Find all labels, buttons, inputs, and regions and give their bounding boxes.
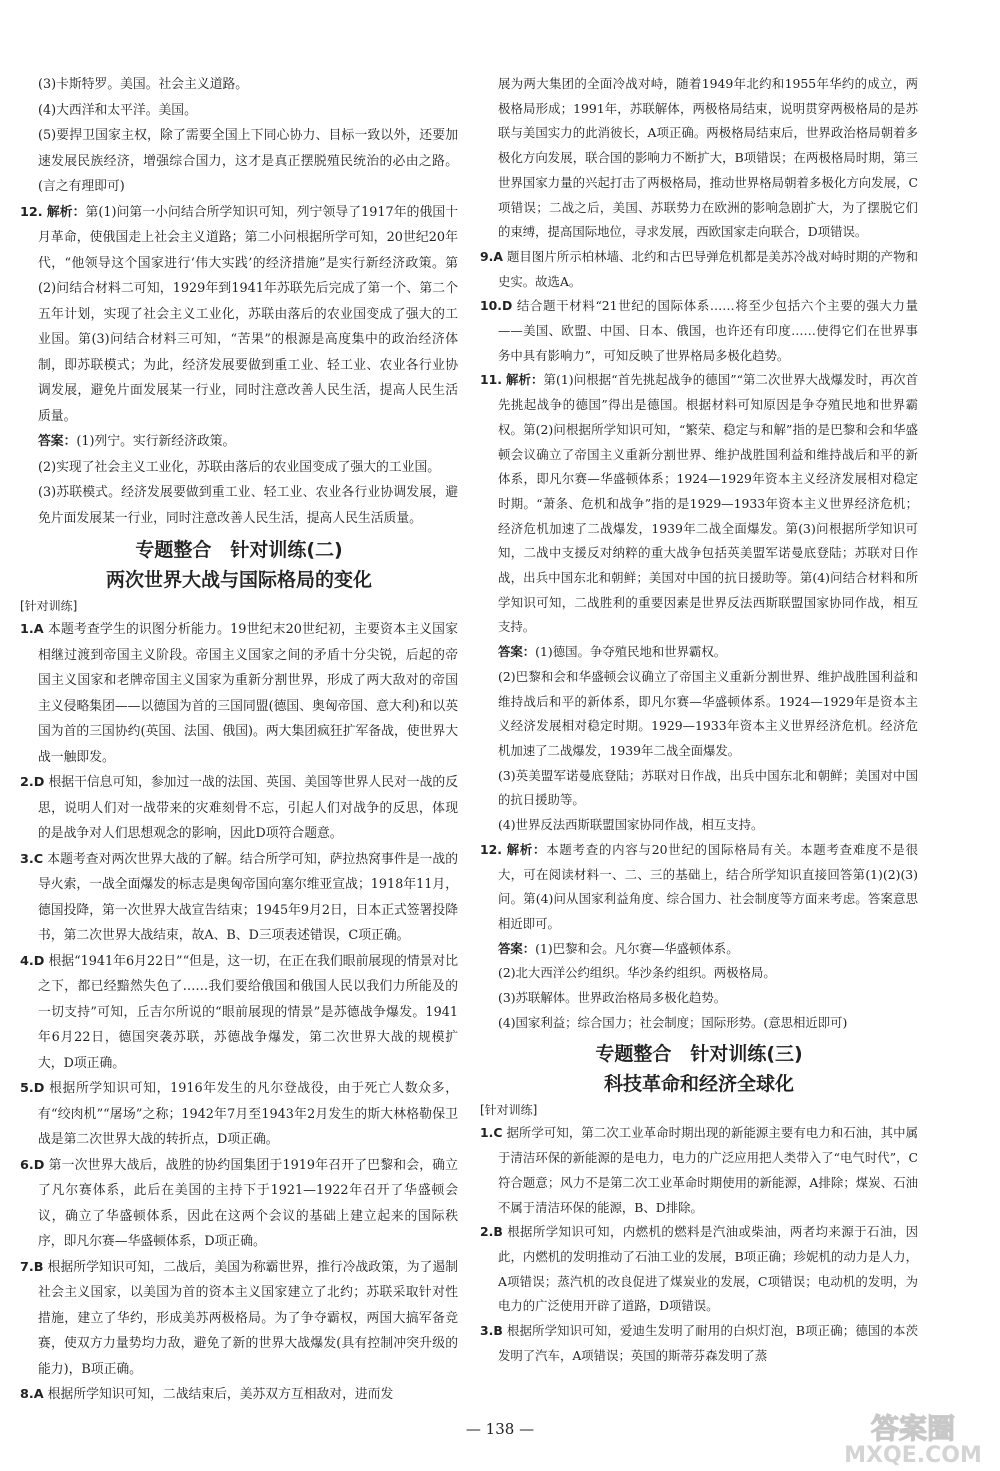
answer-text: 题目图片所示柏林墙、北约和古巴导弹危机都是美苏冷战对峙时期的产物和史实。故选A。 — [498, 248, 918, 289]
answer-paragraph — [20, 770, 458, 847]
answer-text: (4)国家利益；综合国力；社会制度；国际形势。(意思相近即可) — [498, 1014, 848, 1030]
answer-text: (1)列宁。实行新经济政策。 — [76, 434, 236, 449]
answer-text: (3)苏联模式。经济发展要做到重工业、轻工业、农业各行业协调发展，避免片面发展某一行业，同时注意改善人民生活，提高人民生活质量。 — [38, 485, 458, 526]
question-number: 8.A — [20, 1387, 44, 1402]
watermark-url: MXQE.COM — [844, 1443, 982, 1466]
question-number: 2.D — [20, 775, 45, 790]
section-2-answers — [20, 617, 458, 1408]
answer-paragraph — [20, 847, 458, 949]
answer-paragraph — [480, 368, 918, 640]
answer-text: (3)卡斯特罗。美国。社会主义道路。 — [38, 77, 249, 92]
answer-paragraph — [480, 937, 918, 962]
question-number: 5.D — [20, 1081, 45, 1096]
answer-text: 据所学可知，第二次工业革命时期出现的新能源主要有电力和石油，其中属于清洁环保的新能源的是电力，电力的广泛应用把人类带入了“电气时代”，C符合题意；风力不是第二次工业革命时期使用的新能源，A排除；煤炭、石油不属于清洁环保的能源，B、D排除。 — [498, 1125, 918, 1215]
left-column — [20, 72, 458, 1408]
answer-paragraph — [20, 123, 458, 200]
answer-paragraph — [480, 72, 918, 245]
answer-text: 本题考查的内容与20世纪的国际格局有关。本题考查难度不是很大，可在阅读材料一、二、三的基础上，结合所学知识直接回答第(1)(2)(3)问。第(4)问从国家利益角度、综合国力、社会制度等方面来考虑。答案意思相近即可。 — [498, 841, 918, 931]
answer-paragraph — [480, 640, 918, 665]
answer-paragraph — [20, 1255, 458, 1383]
answer-text: 第(1)问第一小问结合所学知识可知，列宁领导了1917年的俄国十月革命，使俄国走上社会主义道路；第二小问根据所学可知，20世纪20年代，“他领导这个国家进行‘伟大实践’的经济措施”是实行新经济政策。第(2)问结合材料二可知，1929年到1941年苏联先后完成了第一个、第二个五年计划，实现了社会主义工业化，苏联由落后的农业国变成了强大的工业国。第(3)问结合材料三可知，“苦果”的根源是高度集中的政治经济体制，即苏联模式；为此，经济发展要做到重工业、轻工业、农业各行业协调发展，避免片面发展某一行业，同时注意改善人民生活，提高人民生活质量。 — [38, 204, 459, 424]
question-number: 9.A — [480, 248, 503, 264]
question-number: 1.A — [20, 622, 44, 637]
answer-paragraph — [480, 665, 918, 764]
right-answers-block — [480, 72, 918, 1035]
answer-text: 根据所学知识可知，1916年发生的凡尔登战役，由于死亡人数众多，有“绞肉机”“屠场”之称；1942年7月至1943年2月发生的斯大林格勒保卫战是第二次世界大战的转折点，D项正确。 — [38, 1081, 458, 1147]
label-keyword: 解析： — [506, 372, 544, 388]
answer-paragraph — [480, 1011, 918, 1036]
answer-paragraph — [20, 98, 458, 124]
watermark-text: 答案圈 — [870, 1412, 956, 1445]
answer-paragraph — [20, 949, 458, 1077]
question-number: 11. — [480, 372, 502, 388]
answer-text: (3)英美盟军诺曼底登陆；苏联对日作战，出兵中国东北和朝鲜；美国对中国的抗日援助等。 — [498, 767, 918, 808]
left-answers-block — [20, 72, 458, 531]
answer-paragraph — [480, 245, 918, 294]
answer-text: (1)德国。争夺殖民地和世界霸权。 — [535, 644, 727, 660]
section-2-title: 专题整合 针对训练(二) — [135, 539, 343, 561]
answer-text: 根据所学知识可知，二战后，美国为称霸世界，推行冷战政策，为了遏制社会主义国家，以美国为首的资本主义国家建立了北约；苏联采取针对性措施，建立了华约，形成美苏两极格局。为了争夺霸权，两国大搞军备竞赛，使双方力量势均力敌，避免了新的世界大战爆发(具有控制冲突升级的能力)，B项正确。 — [38, 1259, 459, 1377]
question-number: 7.B — [20, 1259, 44, 1275]
answer-paragraph — [480, 294, 918, 368]
answer-text: 根据“1941年6月22日”“但是，这一切，在正在我们眼前展现的情景对比之下，都已经黯然失色了……我们要给俄国和俄国人民以我们力所能及的一切支持”可知，丘吉尔所说的“眼前展现的情景”是苏德战争爆发。1941年6月22日，德国突袭苏联，苏德战争爆发，第二次世界大战的规模扩大，D项正确。 — [38, 953, 458, 1071]
question-number: 1.C — [480, 1125, 503, 1141]
section-2-header — [20, 535, 458, 617]
answer-text: (5)要捍卫国家主权，除了需要全国上下同心协力、目标一致以外，还要加速发展民族经济，增强综合国力，这才是真正摆脱殖民统治的必由之路。(言之有理即可) — [38, 128, 458, 194]
label-keyword: 答案： — [498, 940, 536, 956]
question-number: 3.C — [20, 851, 44, 867]
question-number: 12. — [20, 204, 43, 220]
answer-text: (4)世界反法西斯联盟国家协同作战，相互支持。 — [498, 817, 764, 833]
section-3-title: 专题整合 针对训练(三) — [595, 1043, 803, 1066]
answer-paragraph — [20, 72, 458, 98]
answer-paragraph — [20, 1382, 458, 1408]
section-3-header — [480, 1039, 918, 1121]
label-keyword: 答案： — [498, 644, 536, 660]
answer-paragraph — [480, 961, 918, 986]
answer-text: 根据干信息可知，参加过一战的法国、英国、美国等世界人民对一战的反思，说明人们对一战带来的灾难刻骨不忘，引起人们对战争的反思，体现的是战争对人们思想观念的影响，因此D项符合题意。 — [38, 775, 458, 841]
question-number: 10.D — [480, 298, 513, 314]
section-3-subtitle: 科技革命和经济全球化 — [603, 1073, 794, 1096]
answer-paragraph — [20, 455, 458, 481]
answer-paragraph — [20, 429, 458, 455]
answer-paragraph — [480, 838, 918, 937]
answer-paragraph — [20, 1153, 458, 1255]
page-number: — 138 — — [465, 1420, 535, 1438]
section-3-answers — [480, 1121, 918, 1368]
answer-text: 根据所学知识可知，爱迪生发明了耐用的白炽灯泡，B项正确；德国的本茨发明了汽车，A项错误；英国的斯蒂芬森发明了蒸 — [498, 1323, 918, 1363]
answer-text: 本题考查学生的识图分析能力。19世纪末20世纪初，主要资本主义国家相继过渡到帝国主义阶段。帝国主义国家之间的矛盾十分尖锐，后起的帝国主义国家和老牌帝国主义国家为重新分割世界，形成了两大敌对的帝国主义侵略集团——以德国为首的三国同盟(德国、奥匈帝国、意大利)和以英国为首的三国协约(英国、法国、俄国)。两大集团疯狂扩军备战，使世界大战一触即发。 — [38, 622, 458, 765]
answer-paragraph — [20, 617, 458, 770]
question-number: 4.D — [20, 953, 45, 969]
answer-text: (3)苏联解体。世界政治格局多极化趋势。 — [498, 990, 727, 1006]
question-number: 12. — [480, 841, 502, 857]
question-number: 2.B — [480, 1224, 503, 1240]
answer-text: 结合题干材料“21世纪的国际体系……将至少包括六个主要的强大力量——美国、欧盟、中国、日本、俄国，也许还有印度……使得它们在世界事务中具有影响力”，可知反映了世界格局多极化趋势。 — [498, 298, 918, 363]
answer-paragraph — [20, 200, 458, 430]
answer-text: 第一次世界大战后，战胜的协约国集团于1919年召开了巴黎和会，确立了凡尔赛体系，此后在美国的主持下于1921—1922年召开了华盛顿会议，确立了华盛顿体系，因此在这两个会议的基础上建立起来的国际秩序，即凡尔赛—华盛顿体系，D项正确。 — [38, 1157, 458, 1249]
answer-text: (4)大西洋和太平洋。美国。 — [38, 102, 197, 118]
label-keyword: 答案： — [38, 434, 77, 449]
watermark-logo — [838, 1408, 988, 1466]
answer-text: 根据所学知识可知，二战结束后，美苏双方互相敌对，进而发 — [47, 1387, 394, 1402]
answer-paragraph — [20, 1076, 458, 1153]
answer-text: (1)巴黎和会。凡尔赛—华盛顿体系。 — [535, 940, 739, 956]
answer-text: 展为两大集团的全面冷战对峙，随着1949年北约和1955年华约的成立，两极格局形成；1991年，苏联解体，两极格局结束，说明贯穿两极格局的是苏联与美国实力的此消彼长，A项正确。两极格局结束后，世界政治格局朝着多极化方向发展，联合国的影响力不断扩大，B项错误；在两极格局时期，第三世界国家力量的兴起打击了两极格局，推动世界格局朝着多极化方向发展，C项错误；二战之后，美国、苏联势力在欧洲的影响急剧扩大，为了摆脱它们的束缚，提高国际地位，寻求发展，西欧国家走向联合，D项错误。 — [498, 76, 918, 240]
label-keyword: 解析： — [506, 841, 547, 857]
answer-paragraph — [480, 986, 918, 1011]
answer-paragraph — [480, 813, 918, 838]
answer-paragraph — [480, 764, 918, 813]
answer-text: 本题考查对两次世界大战的了解。结合所学可知，萨拉热窝事件是一战的导火索，一战全面爆发的标志是奥匈帝国向塞尔维亚宣战；1918年11月，德国投降，第一次世界大战宣告结束；1945年9月2日，日本正式签署投降书，第二次世界大战结束，故A、B、D三项表述错误，C项正确。 — [38, 851, 458, 943]
label-keyword: 解析： — [46, 204, 86, 220]
question-number: 3.B — [480, 1323, 503, 1339]
question-number: 6.D — [20, 1157, 45, 1173]
section-2-tag: [针对训练] — [20, 599, 78, 613]
answer-text: (2)巴黎和会和华盛顿会议确立了帝国主义重新分割世界、维护战胜国利益和维持战后和平的新体系，即凡尔赛—华盛顿体系。1924—1929年是资本主义经济发展相对稳定时期。1929—1933年资本主义世界经济危机。经济危机加速了二战爆发，1939年二战全面爆发。 — [498, 668, 918, 758]
watermark-graphic — [838, 1408, 988, 1466]
section-2-subtitle: 两次世界大战与国际格局的变化 — [105, 569, 372, 591]
answer-paragraph — [480, 1319, 918, 1368]
answer-text: 第(1)问根据“首先挑起战争的德国”“第二次世界大战爆发时，再次首先挑起战争的德国”得出是德国。根据材料可知原因是争夺殖民地和世界霸权。第(2)问根据所学知识可知，“繁荣、稳定与和解”指的是巴黎和会和华盛顿会议确立了帝国主义重新分割世界、维护战胜国利益和维持战后和平的新体系，即凡尔赛—华盛顿体系；1924—1929年资本主义经济发展相对稳定时期。“萧条、危机和战争”指的是1929—1933年资本主义世界经济危机；经济危机加速了二战爆发，1939年二战全面爆发。第(3)问根据所学知识可知，二战中支援反对纳粹的重大战争包括英美盟军诺曼底登陆；苏联对日作战，出兵中国东北和朝鲜；美国对中国的抗日援助等。第(4)问结合材料和所学知识可知，二战胜利的重要因素是世界反法西斯联盟国家协同作战，相互支持。 — [498, 372, 918, 635]
answer-text: (2)实现了社会主义工业化，苏联由落后的农业国变成了强大的工业国。 — [38, 459, 441, 475]
section-3-tag: [针对训练] — [480, 1103, 538, 1118]
answer-paragraph — [20, 480, 458, 531]
answer-paragraph — [480, 1220, 918, 1319]
answer-paragraph — [480, 1121, 918, 1220]
answer-text: (2)北大西洋公约组织。华沙条约组织。两极格局。 — [498, 965, 776, 981]
right-column — [480, 72, 918, 1368]
answer-text: 根据所学知识可知，内燃机的燃料是汽油或柴油，两者均来源于石油，因此，内燃机的发明推动了石油工业的发展，B项正确；珍妮机的动力是人力，A项错误；蒸汽机的改良促进了煤炭业的发展，C项错误；电动机的发明，为电力的广泛使用开辟了道路，D项错误。 — [498, 1224, 918, 1314]
